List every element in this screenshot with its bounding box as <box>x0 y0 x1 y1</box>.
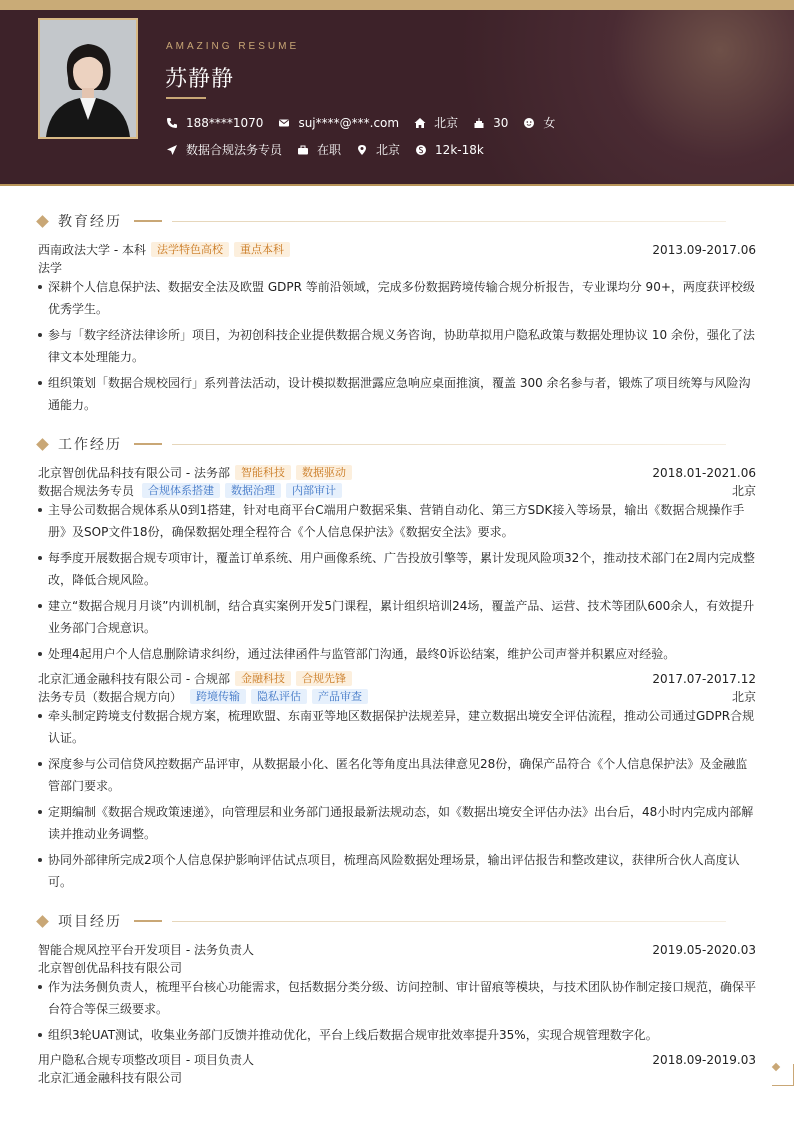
resume-header <box>0 10 794 186</box>
name-underline <box>166 97 206 99</box>
project-bullet: 组织3轮UAT测试，收集业务部门反馈并推动优化，平台上线后数据合规审批效率提升35%，实现合规管理数字化。 <box>38 1024 756 1046</box>
project-date: 2018.09-2019.03 <box>652 1052 756 1067</box>
phone-text: 188****1070 <box>186 115 264 130</box>
project-company: 北京智创优品科技有限公司 <box>38 961 183 975</box>
education-bullet: 深耕个人信息保护法、数据安全法及欧盟 GDPR 等前沿领域，完成多份数据跨境传输合规分析报告，专业课均分 90+，两度获评校级优秀学生。 <box>38 276 756 320</box>
project-company-row <box>38 959 756 976</box>
gender-text: 女 <box>543 116 556 130</box>
job-date: 2018.01-2021.06 <box>652 465 756 480</box>
job-bullet: 建立“数据合规月月谈”内训机制，结合真实案例开发5门课程，累计组织培训24场，覆盖产品、运营、技术等团队600余人，有效提升业务部门合规意识。 <box>38 595 756 639</box>
project-bullet: 作为法务侧负责人，梳理平台核心功能需求，包括数据分类分级、访问控制、审计留痕等模块，与技术团队协作制定接口规范，确保平台符合等保三级要求。 <box>38 976 756 1020</box>
section-divider <box>172 921 726 922</box>
age-text: 30 <box>493 115 509 130</box>
school-tag: 法学特色高校 <box>151 242 229 257</box>
project-title: 智能合规风控平台开发项目 - 法务负责人 <box>38 943 254 957</box>
briefcase-icon <box>297 144 309 156</box>
position-tag: 隐私评估 <box>251 689 307 704</box>
job-bullet: 深度参与公司信贷风控数据产品评审，从数据最小化、匿名化等角度出具法律意见28份，确保产品符合《个人信息保护法》及金融监管部门要求。 <box>38 753 756 797</box>
project-date: 2019.05-2020.03 <box>652 942 756 957</box>
position-tag: 跨境传输 <box>190 689 246 704</box>
section-divider <box>172 221 726 222</box>
job-intent-row <box>166 141 499 158</box>
project-entry-header <box>38 1051 756 1068</box>
gender-icon <box>523 117 535 129</box>
phone-icon <box>166 117 178 129</box>
section-title-text: 教育经历 <box>58 214 122 230</box>
job-entry-header <box>38 464 756 481</box>
section-title-dash <box>134 920 162 922</box>
project-company-row <box>38 1069 756 1086</box>
school-tag: 重点本科 <box>234 242 290 257</box>
company-tag: 金融科技 <box>235 671 291 686</box>
job-status-text: 在职 <box>317 143 342 157</box>
target-city-item <box>356 141 400 158</box>
target-position-text: 数据合规法务专员 <box>186 143 283 157</box>
salary-item <box>415 143 484 157</box>
send-icon <box>166 144 178 156</box>
section-divider <box>172 444 726 445</box>
job-city: 北京 <box>731 690 756 704</box>
hometown-text: 北京 <box>434 116 459 130</box>
contact-info-row <box>166 114 570 131</box>
target-city-text: 北京 <box>376 143 401 157</box>
job-bullet: 定期编制《数据合规政策速递》，向管理层和业务部门通报最新法规动态，如《数据出境安全评估办法》出台后，48小时内完成内部解读并推动业务调整。 <box>38 801 756 845</box>
project-entry-header <box>38 941 756 958</box>
position-tag: 合规体系搭建 <box>142 483 220 498</box>
job-bullet: 牵头制定跨境支付数据合规方案，梳理欧盟、东南亚等地区数据保护法规差异，建立数据出境安全评估流程，推动公司通过GDPR合规认证。 <box>38 705 756 749</box>
job-status-item <box>297 141 341 158</box>
email-item <box>278 116 399 130</box>
company-name: 北京汇通金融科技有限公司 - 合规部 <box>38 672 230 686</box>
major-name: 法学 <box>38 261 63 275</box>
job-position-row <box>38 688 756 705</box>
education-bullet: 组织策划「数据合规校园行」系列普法活动，设计模拟数据泄露应急响应桌面推演，覆盖 300 余名参与者，锻炼了项目统筹与风险沟通能力。 <box>38 372 756 416</box>
top-accent-bar <box>0 0 794 10</box>
position-tag: 产品审查 <box>312 689 368 704</box>
location-pin-icon <box>356 144 368 156</box>
section-title-education <box>36 211 726 231</box>
candidate-name: 苏静静 <box>165 67 235 92</box>
gender-item <box>523 114 555 131</box>
salary-icon <box>415 144 427 156</box>
company-tag: 智能科技 <box>235 465 291 480</box>
section-title-dash <box>134 220 162 222</box>
home-icon <box>414 117 426 129</box>
section-title-projects <box>36 911 726 931</box>
job-date: 2017.07-2017.12 <box>652 671 756 686</box>
project-company: 北京汇通金融科技有限公司 <box>38 1071 183 1085</box>
job-position-row <box>38 482 756 499</box>
resume-brand-subtitle: AMAZING RESUME <box>166 41 300 52</box>
job-bullet: 每季度开展数据合规专项审计，覆盖订单系统、用户画像系统、广告投放引擎等，累计发现风险项32个，推动技术部门在2周内完成整改，降低合规风险。 <box>38 547 756 591</box>
section-title-dash <box>134 443 162 445</box>
email-text: suj****@***.com <box>298 115 400 130</box>
position-tag: 内部审计 <box>286 483 342 498</box>
job-entry-header <box>38 670 756 687</box>
job-position: 法务专员（数据合规方向） <box>38 690 183 704</box>
job-bullet: 协同外部律所完成2项个人信息保护影响评估试点项目，梳理高风险数据处理场景，输出评估报告和整改建议，获律所合伙人高度认可。 <box>38 849 756 893</box>
project-title: 用户隐私合规专项整改项目 - 项目负责人 <box>38 1053 254 1067</box>
school-name: 西南政法大学 - 本科 <box>38 243 146 257</box>
salary-text: 12k-18k <box>435 142 484 157</box>
mail-icon <box>278 117 290 129</box>
profile-photo <box>38 18 138 139</box>
section-title-work <box>36 434 726 454</box>
job-bullet: 主导公司数据合规体系从0到1搭建，针对电商平台C端用户数据采集、营销自动化、第三方SDK接入等场景，输出《数据合规操作手册》及SOP文件18份，确保数据处理全程符合《个人信息保护法》《数据安全法》要求。 <box>38 499 756 543</box>
hometown-item <box>414 114 458 131</box>
phone-item <box>166 116 263 130</box>
job-position: 数据合规法务专员 <box>38 484 135 498</box>
company-name: 北京智创优品科技有限公司 - 法务部 <box>38 466 230 480</box>
section-title-text: 工作经历 <box>58 437 122 453</box>
target-position-item <box>166 141 282 158</box>
job-city: 北京 <box>731 484 756 498</box>
cake-icon <box>473 117 485 129</box>
position-tag: 数据治理 <box>225 483 281 498</box>
education-entry-header <box>38 241 756 258</box>
company-tag: 合规先锋 <box>296 671 352 686</box>
section-diamond-icon <box>36 215 49 228</box>
education-major-row <box>38 259 756 276</box>
section-title-text: 项目经历 <box>58 914 122 930</box>
education-bullet: 参与「数字经济法律诊所」项目，为初创科技企业提供数据合规义务咨询，协助草拟用户隐私政策与数据处理协议 10 余份，强化了法律文本处理能力。 <box>38 324 756 368</box>
company-tag: 数据驱动 <box>296 465 352 480</box>
education-date: 2013.09-2017.06 <box>652 242 756 257</box>
age-item <box>473 116 508 130</box>
section-diamond-icon <box>36 915 49 928</box>
section-diamond-icon <box>36 438 49 451</box>
job-bullet: 处理4起用户个人信息删除请求纠纷，通过法律函件与监管部门沟通，最终0诉讼结案，维护公司声誉并积累应对经验。 <box>38 643 756 665</box>
